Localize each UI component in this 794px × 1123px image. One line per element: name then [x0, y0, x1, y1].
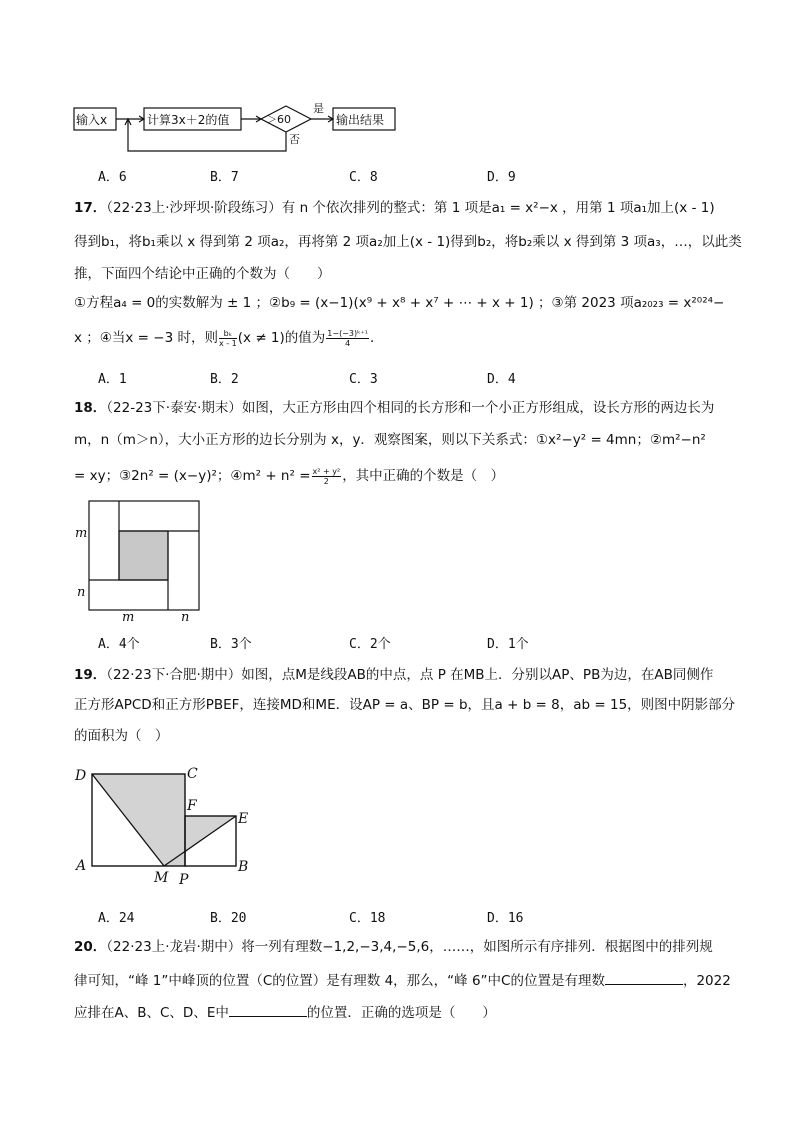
q20-number: 20．	[74, 939, 107, 955]
flowchart-box-input: 输入x	[76, 113, 108, 127]
q19-options	[0, 907, 794, 927]
q18-option-b[interactable]: B．3个	[210, 637, 252, 652]
q16-option-d[interactable]: D．9	[487, 170, 516, 185]
q19-option-b[interactable]: B．20	[210, 911, 247, 926]
q19-line-2: 正方形APCD和正方形PBEF，连接MD和ME．设AP = a、BP = b，且a + b = 8，ab = 15，则图中阴影部分	[74, 697, 736, 713]
q18-label-m-bottom: m	[122, 610, 135, 625]
q20-line-3: 应排在A、B、C、D、E中 的位置．正确的选项是（ ）	[74, 1002, 496, 1023]
q18-line-2: m，n（m＞n），大小正方形的边长分别为 x，y．观察图案，则以下关系式：①x²−y² = 4mn；②m²−n²	[74, 432, 706, 448]
q19-option-d[interactable]: D．16	[487, 911, 524, 926]
flowchart-figure	[60, 100, 410, 160]
q20-line-2: 律可知，“峰 1”中峰顶的位置（C的位置）是有理数 4，那么，“峰 6”中C的位置是有理数 ，2022	[74, 970, 731, 991]
q17-option-a[interactable]: A．1	[98, 372, 127, 387]
q17-options	[0, 368, 794, 388]
q18-source: （22-23下·泰安·期末）	[106, 400, 242, 416]
q19-source: （22·23下·合肥·期中）	[106, 667, 242, 683]
q17-option-b[interactable]: B．2	[210, 372, 239, 387]
q19-option-a[interactable]: A．24	[98, 911, 135, 926]
q18-label-m-left: m	[75, 526, 88, 541]
svg-text:B: B	[238, 859, 249, 875]
flowchart-box-output: 输出结果	[336, 113, 385, 127]
q18-fraction: $\frac{\text{x² + y²}}{2}$	[312, 466, 341, 486]
q17-number: 17．	[74, 200, 107, 216]
q17-line-1	[74, 198, 715, 218]
q18-line-3: = xy；③2n² = (x−y)²；④m² + n² = $\frac{\text{x² + y²}}{2}$ ，其中正确的个数是（ ）	[74, 466, 505, 486]
svg-text:D: D	[75, 768, 87, 784]
q17-text-1: 有 n 个依次排列的整式：第 1 项是a₁ = x²−x ，用第 1 项a₁加上(x - 1)	[281, 200, 715, 216]
svg-text:E: E	[238, 811, 249, 827]
q17-line-5: x ；④当x = −3 时，则 $\frac{\text{bₖ}}{x - 1}$ (x ≠ 1)的值为 $\frac{\text{1−(−3)ᵏ⁺¹}}{4}$ ．	[74, 328, 384, 348]
q18-label-n-bottom: n	[181, 610, 190, 625]
q18-option-d[interactable]: D．1个	[487, 637, 529, 652]
q20-source: （22·23上·龙岩·期中）	[106, 939, 242, 955]
q18-options	[0, 633, 794, 653]
svg-text:M: M	[154, 870, 169, 886]
q20-answer-blank-2[interactable]	[229, 1002, 307, 1017]
q17-fraction-2: $\frac{\text{1−(−3)ᵏ⁺¹}}{4}$	[327, 328, 368, 348]
q20-line-1: 20．（22·23上·龙岩·期中）将一列有理数−1,2,−3,4,−5,6，……，如图所示有序排列．根据图中的排列规	[74, 939, 713, 955]
flowchart-yes-label: 是	[313, 102, 324, 115]
svg-text:P: P	[179, 872, 189, 888]
q18-option-c[interactable]: C．2个	[349, 637, 391, 652]
q19-option-c[interactable]: C．18	[349, 911, 386, 926]
q20-answer-blank-1[interactable]	[605, 970, 683, 985]
q17-option-c[interactable]: C．3	[349, 372, 378, 387]
svg-text:F: F	[187, 798, 197, 814]
q17-line-2: 得到b₁，将b₁乘以 x 得到第 2 项a₂，再将第 2 项a₂加上(x - 1)得到b₂，将b₂乘以 x 得到第 3 项a₃，…，以此类	[74, 234, 742, 250]
q16-option-c[interactable]: C．8	[349, 170, 378, 185]
q17-line-4: ①方程a₄ = 0的实数解为 ± 1 ；②b₉ = (x−1)(x⁹ + x⁸ + x⁷ + ⋯ + x + 1) ；③第 2023 项a₂₀₂₃ = x²⁰²⁴−	[74, 295, 725, 311]
q19-number: 19．	[74, 667, 107, 683]
q17-option-d[interactable]: D．4	[487, 372, 516, 387]
q17-source: （22·23上·沙坪坝·阶段练习）	[106, 200, 282, 216]
q17-line-3: 推，下面四个结论中正确的个数为（ ）	[74, 266, 331, 282]
svg-text:A: A	[76, 858, 87, 874]
q18-line-1: 18．（22-23下·泰安·期末）如图，大正方形由四个相同的长方形和一个小正方形组成，设长方形的两边长为	[74, 400, 715, 416]
q19-squares-figure	[60, 755, 270, 890]
q18-number: 18．	[74, 400, 107, 416]
q17-fraction-1: $\frac{\text{bₖ}}{x - 1}$	[218, 328, 237, 348]
flowchart-diamond-condition: ＞60	[266, 113, 291, 126]
flowchart-box-compute: 计算3x＋2的值	[147, 113, 230, 127]
q18-square-figure	[60, 490, 220, 630]
q18-label-n-left: n	[77, 585, 86, 600]
q16-option-b[interactable]: B．7	[210, 170, 239, 185]
q16-option-a[interactable]: A．6	[98, 170, 127, 185]
svg-text:C: C	[187, 766, 198, 782]
q19-line-1: 19．（22·23下·合肥·期中）如图，点M是线段AB的中点，点 P 在MB上．分别以AP、PB为边，在AB同侧作	[74, 667, 714, 683]
q16-options	[0, 166, 794, 186]
q18-option-a[interactable]: A．4个	[98, 637, 140, 652]
q19-line-3: 的面积为（ ）	[74, 728, 169, 744]
flowchart-no-label: 否	[289, 133, 300, 146]
